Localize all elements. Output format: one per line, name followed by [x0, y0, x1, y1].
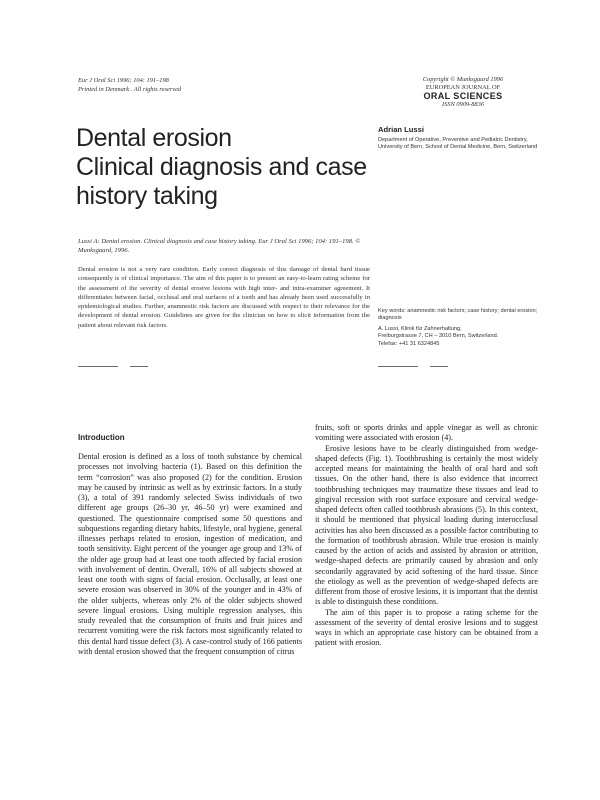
title-line-1: Dental erosion — [76, 124, 232, 152]
citation: Lussi A: Dental erosion. Clinical diagnosis and case history taking. Eur J Oral Sci 1996; 104: 191–198. © Munksgaard, 1996. — [78, 238, 361, 255]
rights-line: Printed in Denmark . All rights reserved — [78, 86, 182, 93]
correspondence-line-2: Freiburgstrasse 7, CH – 3010 Bern, Switzerland. — [378, 333, 499, 340]
paragraph: fruits, soft or sports drinks and apple vinegar as well as chronic vomiting were associated with erosion (4). — [315, 423, 538, 443]
issn: ISSN 0909-8836 — [441, 101, 485, 108]
journal-name: ORAL SCIENCES — [423, 91, 503, 101]
title-line-2: Clinical diagnosis and case — [76, 153, 367, 181]
copyright-line: Copyright © Munksgaard 1996 — [422, 76, 504, 83]
separator-rule — [430, 366, 448, 367]
correspondence-line-3: Telefax: +41 31 6324845 — [378, 340, 440, 347]
separator-rule — [78, 366, 118, 367]
author-name: Adrian Lussi — [378, 125, 424, 134]
body-column-left — [78, 452, 302, 657]
separator-rule — [130, 366, 148, 367]
correspondence-line-1: A. Lussi, Klinik für Zahnerhaltung, — [378, 326, 462, 332]
title-line-3: history taking — [76, 182, 218, 210]
author-affiliation: Department of Operative, Preventive and Pediatric Dentistry, University of Bern, School of Dental Medicine, Bern, Switzerland — [378, 137, 538, 151]
keywords: Key words: anamnestic risk factors; case history; dental erosion; diagnosis — [378, 308, 538, 321]
journal-header-right — [408, 76, 518, 109]
journal-citation-line: Eur J Oral Sci 1996; 104: 191–198 — [78, 77, 169, 84]
body-column-right — [315, 423, 538, 649]
section-heading-introduction: Introduction — [78, 433, 125, 442]
paragraph: The aim of this paper is to propose a rating scheme for the assessment of the severity of dental erosive lesions and to suggest ways in which an appropriate case history can be obtained from a patient with erosion. — [315, 607, 538, 648]
paragraph: Dental erosion is defined as a loss of tooth substance by chemical processes not involving bacteria (1). Based on this definition the term “corrosion” was also proposed (2) for the condition. Erosion may be caused by intrinsic as well as by extrinsic factors. In a study (3), a total of 391 randomly selected Swiss individuals of two different age groups (26–30 yr, 46–50 yr) were examined and questioned. The questionnaire comprised some 50 questions and subquestions regarding dietary habits, lifestyle, oral hygiene, general illnesses perhaps related to erosion, ingestion of medication, and tooth sensitivity. Eight percent of the younger age group and 13% of the older age group had at least one tooth affected by facial erosion with involvement of dentin. Overall, 16% of all subjects showed at least one tooth with signs of facial erosion. Occlusally, at least one severe erosion was observed in 30% of the younger and in 43% of the older subjects, whereas only 2% of the older subjects showed severe lingual erosions. Using multiple regression analyses, this study revealed that the consumption of fruits and fruit juices and recurrent vomiting were the risk factors most significantly related to this dental hard tissue defect (3). A case-control study of 166 patients with dental erosion showed that the frequent consumption of citrus — [78, 452, 302, 656]
journal-prefix: EUROPEAN JOURNAL OF — [425, 83, 501, 91]
paragraph: Erosive lesions have to be clearly distinguished from wedge-shaped defects (Fig. 1). Toothbrushing is certainly the most widely accepted means for maintaining the health of oral hard and soft tissues. On the other hand, there is also evidence that incorrect toothbrushing techniques may traumatize these tissues and lead to gingival recession with root surface exposure and cervical wedge-shaped defects often called toothbrush abrasions (5). In this context, it should be mentioned that physical loading during interocclusal activities has also been discussed as a possible factor contributing to the formation of toothbrush abrasion. While true erosion is mainly caused by the action of acids and assisted by abrasion or attrition, wedge-shaped defects are primarily caused by abrasion and only secondarily aggravated by acid softening of the hard tissue. Since the etiology as well as the prevention of wedge-shaped defects are different from those of erosive lesions, it is important that the dentist is able to distinguish these conditions. — [315, 443, 538, 607]
separator-rule — [378, 366, 418, 367]
correspondence — [378, 326, 538, 348]
article-title — [76, 124, 376, 211]
journal-header-left — [78, 76, 278, 94]
abstract: Dental erosion is not a very rare condition. Early correct diagnosis of this damage of dental hard tissue consequently is of clinical importance. The aim of this paper is to present an easy-to-learn rating scheme for the assessment of the severity of dental erosive lesions with high inter- and intra-examiner agreement. It differentiates between facial, occlusal and oral surfaces of a tooth and has already been used successfully in epidemiological studies. Further, anamnestic risk factors are discussed with respect to their relevance for the development of dental erosion. Guidelines are given for the clinician on how to elicit information from the patient about relevant risk factors. — [78, 266, 370, 329]
